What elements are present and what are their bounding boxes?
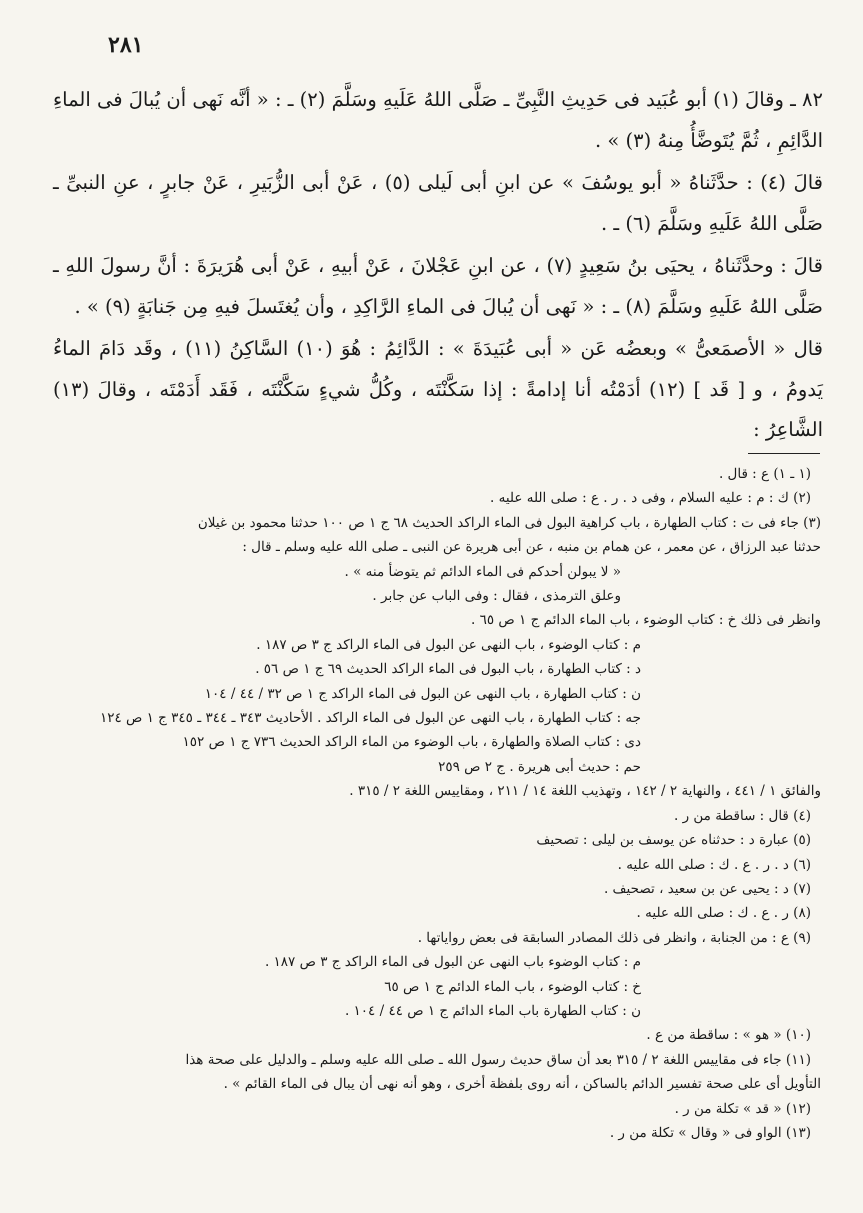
footnote-line: (٩) ع : من الجنابة ، وانظر فى ذلك المصادر السابقة فى بعض رواياتها . xyxy=(417,929,811,946)
footnote-line: (٢) ك : م : عليه السلام ، وفى د . ر . ع : صلى الله عليه . xyxy=(490,490,811,507)
footnote-line: (١٣) الواو فى « وقال » تكلة من ر . xyxy=(609,1124,811,1141)
footnote-line: وعلق الترمذى ، فقال : وفى الباب عن جابر . xyxy=(372,588,621,605)
footnote-line: (١ ـ ١) ع : قال . xyxy=(718,466,811,482)
footnote-line: التأويل أى على صحة تفسير الدائم بالساكن ، أنه روى بلفظة أخرى ، وهو أنه نهى أن يبال فى الماء القائم » . xyxy=(223,1076,821,1093)
paragraph: ٨٢ ـ وقالَ (١) أبو عُبَيد فى حَدِيثِ النَّبِىِّ ـ صَلَّى اللهُ عَلَيهِ وسَلَّمَ (٢) ـ : « أنَّه نَهى أن يُبالَ فى الماءِ الدَّائِمِ ، ثُمَّ يُتَوضَّأُ مِنهُ (٣) » . xyxy=(53,88,823,152)
footnote-line: حم : حديث أبى هريرة . ج ٢ ص ٢٥٩ xyxy=(438,758,641,775)
footnote-line: د : كتاب الطهارة ، باب البول فى الماء الراكد الحديث ٦٩ ج ١ ص ٥٦ . xyxy=(255,661,641,678)
footnote-line: م : كتاب الوضوء ، باب النهى عن البول فى الماء الراكد ج ٣ ص ١٨٧ . xyxy=(256,636,641,653)
footnote-line: جه : كتاب الطهارة ، باب النهى عن البول فى الماء الراكد . الأحاديث ٣٤٣ ـ ٣٤٤ ـ ٣٤٥ ج ١ ص ١٢٤ xyxy=(99,710,641,727)
footnote-separator xyxy=(748,453,820,454)
main-text xyxy=(53,80,823,453)
footnote-line: « لا يبولن أحدكم فى الماء الدائم ثم يتوضأ منه » . xyxy=(344,563,621,580)
footnote-line: م : كتاب الوضوء باب النهى عن البول فى الماء الراكد ج ٣ ص ١٨٧ . xyxy=(264,954,641,971)
footnote-line: وانظر فى ذلك خ : كتاب الوضوء ، باب الماء الدائم ج ١ ص ٦٥ . xyxy=(471,612,821,629)
footnote-line: خ : كتاب الوضوء ، باب الماء الدائم ج ١ ص ٦٥ xyxy=(384,978,641,995)
footnote-line: حدثنا عبد الرزاق ، عن معمر ، عن همام بن منبه ، عن أبى هريرة عن النبى ـ صلى الله عليه وسلم ـ قال : xyxy=(242,539,821,556)
footnote-line: دى : كتاب الصلاة والطهارة ، باب الوضوء من الماء الراكد الحديث ٧٣٦ ج ١ ص ١٥٢ xyxy=(182,734,641,751)
paragraph: قالَ : وحدَّثَناهُ ، يحيَى بنُ سَعِيدٍ (٧) ، عن ابنِ عَجْلانَ ، عَنْ أبيهِ ، عَنْ أبى هُرَيرَةَ : أنَّ رسولَ اللهِ ـ صَلَّى اللهُ عَلَيهِ وسَلَّمَ (٨) ـ : « نَهى أن يُبالَ فى الماءِ الرَّاكِدِ ، وأن يُغتَسلَ فيهِ مِن جَنابَةٍ (٩) » . xyxy=(53,254,823,318)
paragraph: قالَ (٤) : حدَّثَناهُ « أبو يوسُفَ » عن ابنِ أبى لَيلى (٥) ، عَنْ أبى الزُّبَيرِ ، عَنْ جابرٍ ، عنِ النبىِّ ـ صَلَّى اللهُ عَلَيهِ وسَلَّمَ (٦) ـ . xyxy=(53,171,823,235)
footnote-line: (٤) قال : ساقطة من ر . xyxy=(674,807,811,824)
paragraph: قال « الأصمَعىُّ » وبعضُه عَن « أبى عُبَيدَةَ » : الدَّائِمُ : هُوَ (١٠) السَّاكِنُ (١١) ، وقَد دَامَ الماءُ يَدومُ ، و [ قَد ] (١٢) أدَمْتُه أنا إدامةً : إذا سَكَّنْتَه ، وكُلُّ شيءٍ سَكَّنْتَه ، فَقَد أَدَمْتَه ، وقالَ (١٣) الشَّاعِرُ : xyxy=(53,337,824,441)
footnote-line: ن : كتاب الطهارة ، باب النهى عن البول فى الماء الراكد ج ١ ص ٣٢ / ٤٤ / ١٠٤ xyxy=(204,685,641,702)
footnote-line: (١٢) « قد » تكلة من ر . xyxy=(674,1100,811,1117)
page-number: ٢٨١ xyxy=(108,32,144,58)
footnote-line: (١١) جاء فى مقاييس اللغة ٢ / ٣١٥ بعد أن ساق حديث رسول الله ـ صلى الله عليه وسلم ـ والدليل على صحة هذا xyxy=(185,1051,811,1068)
footnote-line: (٨) ر . ع . ك : صلى الله عليه . xyxy=(636,905,811,922)
footnote-line: (١٠) « هو » : ساقطة من ع . xyxy=(646,1027,811,1044)
footnote-line: ن : كتاب الطهارة باب الماء الدائم ج ١ ص ٤٤ / ١٠٤ . xyxy=(344,1002,641,1019)
footnote-line: (٧) د : يحيى عن بن سعيد ، تصحيف . xyxy=(603,880,811,897)
footnote-line: (٥) عبارة د : حدثناه عن يوسف بن ليلى : تصحيف xyxy=(536,832,811,849)
footnote-line: والفائق ١ / ٤٤١ ، والنهاية ٢ / ١٤٢ ، وتهذيب اللغة ١٤ / ٢١١ ، ومقاييس اللغة ٢ / ٣١٥ . xyxy=(349,783,821,800)
footnotes xyxy=(46,462,821,1145)
footnote-line: (٦) د . ر . ع . ك : صلى الله عليه . xyxy=(617,856,811,873)
footnote-line: (٣) جاء فى ت : كتاب الطهارة ، باب كراهية البول فى الماء الراكد الحديث ٦٨ ج ١ ص ١٠٠ حدثنا محمود بن غيلان xyxy=(197,514,821,531)
